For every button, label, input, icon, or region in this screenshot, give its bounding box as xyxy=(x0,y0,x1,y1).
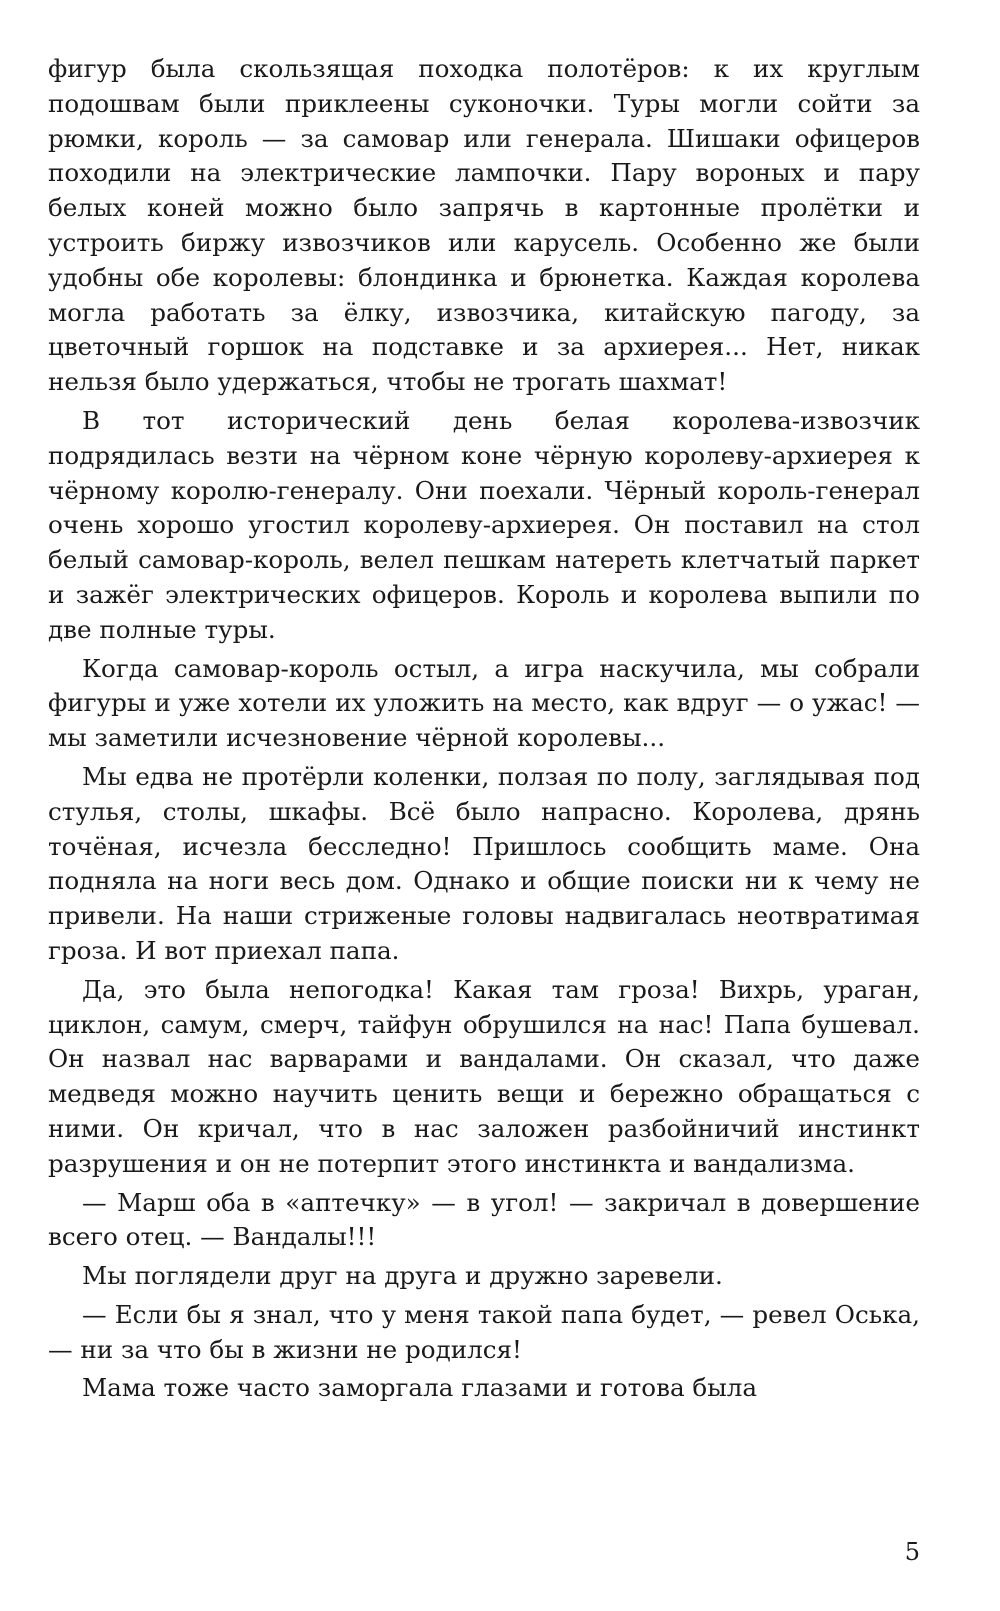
book-page-text xyxy=(48,52,920,1406)
paragraph: Мы едва не протёрли коленки, ползая по полу, заглядывая под стулья, столы, шкафы. Всё было напрасно. Королева, дрянь точёная, исчезла бесследно! Пришлось сообщить маме. Она подняла на ноги весь дом. Однако и общие поиски ни к чему не привели. На наши стриженые головы надвигалась неотвратимая гроза. И вот приехал папа. xyxy=(48,761,920,965)
dialogue-line: — Марш оба в «аптечку» — в угол! — закричал в довершение всего отец. — Вандалы!!! xyxy=(48,1187,920,1252)
paragraph: Да, это была непогодка! Какая там гроза! Вихрь, ураган, циклон, самум, смерч, тайфун обрушился на нас! Папа бушевал. Он назвал нас варварами и вандалами. Он сказал, что даже медведя можно научить ценить вещи и бережно обращаться с ними. Он кричал, что в нас заложен разбойничий инстинкт разрушения и он не потерпит этого инстинкта и вандализма. xyxy=(48,974,920,1178)
paragraph: Мама тоже часто заморгала глазами и готова была xyxy=(82,1373,758,1403)
paragraph-continued: фигур была скользящая походка полотёров: к их круглым подошвам были приклеены суконочки. Туры могли сойти за рюмки, король — за самовар или генерала. Шишаки офицеров походили на электрические лампочки. Пару вороных и пару белых коней можно было запрячь в картонные пролётки и устроить биржу извозчиков или карусель. Особенно же были удобны обе королевы: блондинка и брюнетка. Каждая королева могла работать за ёлку, извозчика, китайскую пагоду, за цветочный горшок на подставке и за архиерея... Нет, никак нельзя было удержаться, чтобы не трогать шахмат! xyxy=(48,54,920,397)
paragraph: Мы поглядели друг на друга и дружно заревели. xyxy=(82,1261,723,1291)
dialogue-line: — Если бы я знал, что у меня такой папа будет, — ревел Оська, — ни за что бы в жизни не родился! xyxy=(48,1299,920,1364)
page-number: 5 xyxy=(904,1538,920,1566)
paragraph: Когда самовар-король остыл, а игра наскучила, мы собрали фигуры и уже хотели их уложить на место, как вдруг — о ужас! — мы заметили исчезновение чёрной королевы... xyxy=(48,653,920,753)
paragraph: В тот исторический день белая королева-извозчик подрядилась везти на чёрном коне чёрную королеву-архиерея к чёрному королю-генералу. Они поехали. Чёрный король-генерал очень хорошо угостил королеву-архиерея. Он поставил на стол белый самовар-король, велел пешкам натереть клетчатый паркет и зажёг электрических офицеров. Король и королева выпили по две полные туры. xyxy=(48,405,920,644)
